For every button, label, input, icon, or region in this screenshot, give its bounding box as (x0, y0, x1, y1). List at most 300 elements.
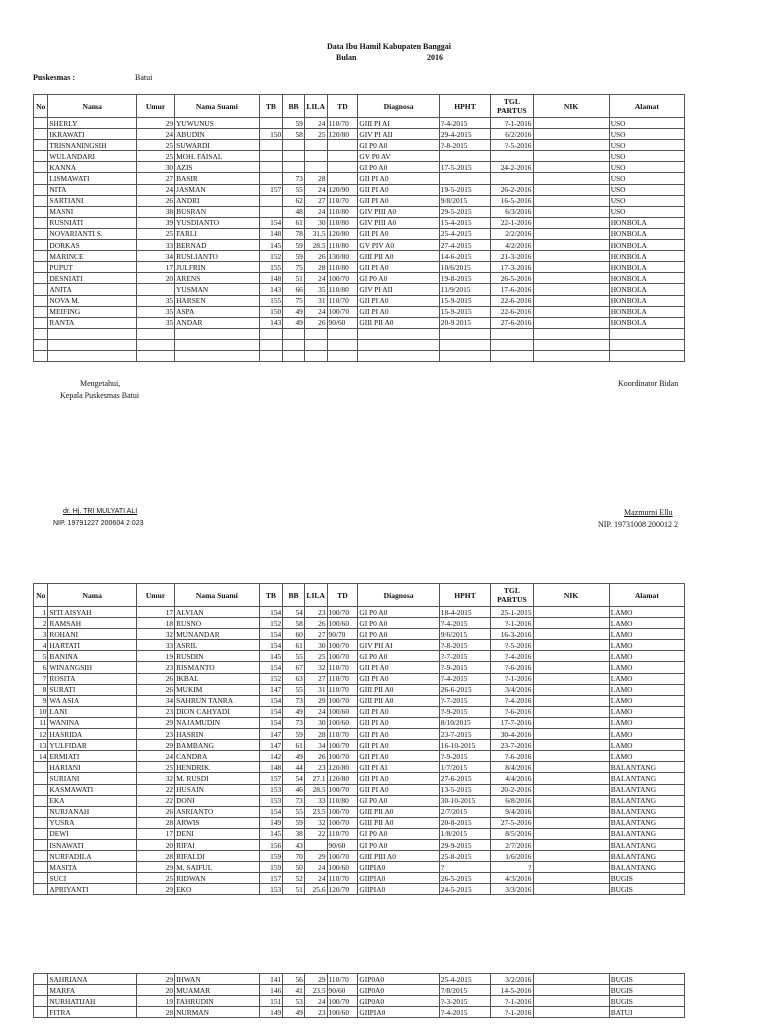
table-row (34, 206, 685, 217)
table-cell: ASRIANTO (175, 806, 259, 817)
table-cell: 35 (136, 306, 174, 317)
column-header: TB (259, 95, 283, 118)
table-cell: 3/4/2016 (491, 684, 533, 695)
table-cell: 100/70 (327, 806, 358, 817)
table-cell: 4/4/2016 (491, 773, 533, 784)
table-cell: 34 (136, 251, 174, 262)
table-row (34, 306, 685, 317)
table-cell (34, 839, 48, 850)
table-cell (34, 173, 48, 184)
table-cell (175, 339, 259, 350)
table-cell: 19 (136, 651, 174, 662)
table-cell: 154 (259, 806, 283, 817)
table-cell: MOH. FAISAL (175, 151, 259, 162)
table-cell: 3/3/2016 (491, 884, 533, 895)
table-cell: HONBOLA (609, 217, 684, 228)
table-cell: BERNAD (175, 240, 259, 251)
table-cell: 2/7/2016 (491, 839, 533, 850)
table-row (34, 762, 685, 773)
table-cell: 147 (259, 684, 283, 695)
table-cell: 110/80 (327, 240, 358, 251)
table-cell (304, 339, 327, 350)
table-cell (34, 284, 48, 295)
table-cell: 130/80 (327, 251, 358, 262)
table-cell: 1/6/2016 (491, 851, 533, 862)
table-cell (491, 350, 533, 361)
table-cell: 25-1-2015 (491, 607, 533, 618)
table-cell: GIP0A0 (358, 996, 439, 1007)
table-cell: 100/70 (327, 851, 358, 862)
table-cell: 154 (259, 217, 283, 228)
table-cell: BALANTANG (609, 773, 684, 784)
table-cell: 32 (136, 629, 174, 640)
table-cell: GII PI A0 (358, 751, 439, 762)
sign-left-name: dr. Hj. TRI MULYATI ALI (63, 508, 138, 515)
table-cell: 100/70 (327, 996, 358, 1007)
table-cell: 26 (304, 317, 327, 328)
table-cell: 3/2/2016 (491, 974, 533, 985)
table-cell: RAMSAH (48, 618, 137, 629)
column-header: TD (327, 95, 358, 118)
table-cell: 15-9-2015 (439, 295, 491, 306)
table-cell: MUKIM (175, 684, 259, 695)
table-cell (259, 328, 283, 339)
table-cell: HONBOLA (609, 228, 684, 239)
table-cell (533, 706, 609, 717)
year-label: 2016 (427, 53, 443, 62)
table-cell: BANINA (48, 651, 137, 662)
table-cell: 143 (259, 284, 283, 295)
table-cell (327, 328, 358, 339)
table-cell: GIII PI AI (358, 118, 439, 129)
table-cell: 14 (34, 751, 48, 762)
table-cell (34, 862, 48, 873)
table-row (34, 618, 685, 629)
table-cell: MUNANDAR (175, 629, 259, 640)
table-cell: GII PI A0 (358, 306, 439, 317)
column-header: BB (283, 95, 305, 118)
table-cell: 59 (283, 729, 305, 740)
table-row (34, 184, 685, 195)
table-cell: NURJANAH (48, 806, 137, 817)
table-cell (533, 873, 609, 884)
table-cell: 22 (304, 828, 327, 839)
table-cell: ?-1-2016 (491, 618, 533, 629)
table-cell: 100/70 (327, 751, 358, 762)
table-cell: EKA (48, 795, 137, 806)
table-row (34, 295, 685, 306)
table-cell: 110/80 (327, 262, 358, 273)
table-cell (34, 851, 48, 862)
table-cell (533, 740, 609, 751)
table-cell (304, 162, 327, 173)
table-cell: 29 (304, 974, 327, 985)
table-cell: LAMO (609, 684, 684, 695)
table-cell (175, 328, 259, 339)
table-cell (34, 773, 48, 784)
table-cell: GII PI A0 (358, 706, 439, 717)
table-cell: 20-8-2015 (439, 817, 491, 828)
table-cell: AZIS (175, 162, 259, 173)
table-cell: BUGIS (609, 996, 684, 1007)
table-cell: GI P0 A0 (358, 828, 439, 839)
table-cell: GV PIV A0 (358, 240, 439, 251)
table-cell: 75 (283, 262, 305, 273)
puskesmas-label: Puskesmas : (33, 73, 76, 82)
table-cell: GIIPIA0 (358, 862, 439, 873)
table-cell: ?-7-2015 (439, 651, 491, 662)
table-cell: 73 (283, 173, 305, 184)
column-header: Umur (136, 95, 174, 118)
table-cell: BALANTANG (609, 806, 684, 817)
table-cell: 26 (136, 195, 174, 206)
table-cell: 29 (136, 118, 174, 129)
table-cell: ?-4-2015 (439, 673, 491, 684)
table-cell (533, 795, 609, 806)
table-cell: ?-1-2016 (491, 996, 533, 1007)
table-cell (136, 328, 174, 339)
table-cell: 20 (136, 273, 174, 284)
table-cell: 20 (136, 839, 174, 850)
table-cell: 43 (283, 839, 305, 850)
table-row (34, 706, 685, 717)
table-cell (48, 328, 137, 339)
table-cell: ?-4-2015 (439, 118, 491, 129)
table-cell: 20 (136, 985, 174, 996)
table-cell: 120/80 (327, 762, 358, 773)
table-cell: 25 (136, 151, 174, 162)
table-cell: 153 (259, 784, 283, 795)
table-cell (327, 151, 358, 162)
column-header: LILA (304, 584, 327, 607)
table-cell: 155 (259, 295, 283, 306)
table-cell: 25-8-2015 (439, 851, 491, 862)
table-cell: USO (609, 195, 684, 206)
table-cell: ANITA (48, 284, 137, 295)
table-cell: BALANTANG (609, 851, 684, 862)
table-cell: KASMAWATI (48, 784, 137, 795)
table-cell: GIP0A0 (358, 985, 439, 996)
table-cell (34, 240, 48, 251)
table-cell: SUWARDI (175, 140, 259, 151)
table-cell: 154 (259, 629, 283, 640)
table-cell: ?-6-2016 (491, 706, 533, 717)
table-row (34, 129, 685, 140)
table-cell: MEIFING (48, 306, 137, 317)
table-cell (136, 350, 174, 361)
table-cell: GII PI A0 (358, 295, 439, 306)
table-cell (358, 350, 439, 361)
table-cell: 19-8-2015 (439, 273, 491, 284)
table-cell: 145 (259, 240, 283, 251)
table-cell: 23 (304, 1007, 327, 1018)
table-cell: 7/8/2015 (439, 985, 491, 996)
table-cell: 159 (259, 851, 283, 862)
table-cell: 8/5/2016 (491, 828, 533, 839)
table-cell (34, 129, 48, 140)
table-cell: 14-6-2015 (439, 251, 491, 262)
sign-left-nip: NIP. 19791227 200604 2 023 (53, 520, 144, 527)
table-cell: 110/70 (327, 974, 358, 985)
table-cell: 24 (304, 184, 327, 195)
puskesmas-value: Batui (135, 73, 153, 82)
table-cell: 30 (136, 162, 174, 173)
table-cell: GIP0A0 (358, 974, 439, 985)
table-cell: 9/6/2015 (439, 629, 491, 640)
table-cell (327, 140, 358, 151)
table-cell (34, 974, 48, 985)
table-row (34, 251, 685, 262)
table-cell: M. SAIFUL (175, 862, 259, 873)
table-cell: ?-5-2016 (491, 640, 533, 651)
table-cell: ?-6-2016 (491, 751, 533, 762)
table-cell (533, 184, 609, 195)
table-cell (491, 328, 533, 339)
table-cell: 24 (304, 306, 327, 317)
table-cell: 29-4-2015 (439, 129, 491, 140)
table-cell: 29 (136, 974, 174, 985)
table-cell: GII PI A0 (358, 784, 439, 795)
table-cell: 100/60 (327, 1007, 358, 1018)
table-cell: ?-9-2015 (439, 751, 491, 762)
table-row (34, 974, 685, 985)
table-cell: BALANTANG (609, 762, 684, 773)
table-cell: GII PI A0 (358, 195, 439, 206)
table-cell: 28 (304, 262, 327, 273)
table-row (34, 262, 685, 273)
table-cell: JASMAN (175, 184, 259, 195)
table-cell: 23-7-2015 (439, 729, 491, 740)
table-cell: 27-4-2015 (439, 240, 491, 251)
table-cell: ?-9-2015 (439, 662, 491, 673)
table-cell (34, 118, 48, 129)
table-cell (533, 118, 609, 129)
table-cell (533, 828, 609, 839)
table-cell: SARTIANI (48, 195, 137, 206)
table-row (34, 651, 685, 662)
table-cell: 55 (283, 184, 305, 195)
table-cell: HONBOLA (609, 295, 684, 306)
table-cell: MASITA (48, 862, 137, 873)
table-cell: 62 (283, 195, 305, 206)
table-cell: 24 (304, 873, 327, 884)
table-cell: GII PI A0 (358, 729, 439, 740)
table-cell: RIDWAN (175, 873, 259, 884)
table-cell: LAMO (609, 607, 684, 618)
sign-right-name: Mazmurni Ellu (624, 508, 673, 517)
table-cell (533, 1007, 609, 1018)
table-cell (34, 317, 48, 328)
table-cell: 8/4/2016 (491, 762, 533, 773)
sign-left-line2: Kepala Puskesmas Batui (60, 391, 140, 400)
table-cell (327, 339, 358, 350)
table-cell (34, 262, 48, 273)
table-cell: 28 (304, 729, 327, 740)
table-cell: GIII PII A0 (358, 695, 439, 706)
table-cell: BALANTANG (609, 795, 684, 806)
table-row (34, 118, 685, 129)
table-cell: HONBOLA (609, 273, 684, 284)
table-cell: SURIANI (48, 773, 137, 784)
table-cell: LANI (48, 706, 137, 717)
table-cell (358, 328, 439, 339)
table-cell: EKO (175, 884, 259, 895)
table-cell: 78 (283, 228, 305, 239)
table-cell: HONBOLA (609, 262, 684, 273)
table-cell: GIV PI AII (358, 129, 439, 140)
table-cell (533, 162, 609, 173)
table-cell: 149 (259, 817, 283, 828)
table-cell: GII PI A0 (358, 717, 439, 728)
table-cell: BALANTANG (609, 784, 684, 795)
table-cell: HENDRIK (175, 762, 259, 773)
table-cell: 55 (283, 684, 305, 695)
table-cell: 13 (34, 740, 48, 751)
table-row (34, 151, 685, 162)
table-cell: 32 (304, 817, 327, 828)
table-cell: 154 (259, 717, 283, 728)
column-header: Nama Suami (175, 95, 259, 118)
table-cell: 157 (259, 873, 283, 884)
table-cell (533, 729, 609, 740)
table-cell: 49 (283, 317, 305, 328)
table-cell (259, 173, 283, 184)
table-cell (491, 339, 533, 350)
table-cell: GI P0 A0 (358, 651, 439, 662)
table-cell: 17 (136, 607, 174, 618)
table-cell: 66 (283, 284, 305, 295)
table-cell: GIII PII A0 (358, 317, 439, 328)
table-cell: BATUI (609, 1007, 684, 1018)
table-cell (34, 350, 48, 361)
table-cell (491, 151, 533, 162)
table-cell (34, 806, 48, 817)
table-cell: SAHRUN TANRA (175, 695, 259, 706)
table-cell: 53 (283, 996, 305, 1007)
table-cell: ?-4-2015 (439, 1007, 491, 1018)
table-cell: 20-9 2015 (439, 317, 491, 328)
table-cell: 120/90 (327, 184, 358, 195)
table-cell: 25-4-2015 (439, 974, 491, 985)
table-cell (34, 140, 48, 151)
column-header: No (34, 584, 48, 607)
table-cell: ?-8-2015 (439, 640, 491, 651)
table-cell: YUSMAN (175, 284, 259, 295)
table-cell (439, 173, 491, 184)
table-cell: HARSEN (175, 295, 259, 306)
table-cell (533, 295, 609, 306)
table-cell: 23-7-2016 (491, 740, 533, 751)
table-cell (533, 695, 609, 706)
table-cell (34, 306, 48, 317)
table-cell: HONBOLA (609, 306, 684, 317)
column-header: TB (259, 584, 283, 607)
table-cell (533, 140, 609, 151)
table-cell: 29 (304, 695, 327, 706)
table-cell (439, 328, 491, 339)
table-cell: 56 (283, 974, 305, 985)
column-header: LILA (304, 95, 327, 118)
table-cell (304, 140, 327, 151)
table-cell: 28 (304, 173, 327, 184)
table-cell: 16-3-2016 (491, 629, 533, 640)
table-cell: 33 (304, 795, 327, 806)
table-cell: ?-4-2016 (491, 651, 533, 662)
table-cell: ANDAR (175, 317, 259, 328)
table-cell: 24-5-2015 (439, 884, 491, 895)
table-cell: 30 (304, 717, 327, 728)
table-cell (34, 884, 48, 895)
column-header: NIK (533, 584, 609, 607)
table-cell (533, 839, 609, 850)
table-cell (34, 228, 48, 239)
table-cell: 30-10-2015 (439, 795, 491, 806)
table-cell: 55 (283, 806, 305, 817)
table-cell (533, 851, 609, 862)
table-cell (283, 151, 305, 162)
table-row (34, 806, 685, 817)
table-cell: 14-5-2016 (491, 985, 533, 996)
table-cell: SITI AISYAH (48, 607, 137, 618)
table-cell: 6/8/2016 (491, 795, 533, 806)
table-cell: 24 (136, 184, 174, 195)
table-cell: 32 (136, 773, 174, 784)
table-cell: 49 (283, 1007, 305, 1018)
table-row (34, 284, 685, 295)
table-cell: LAMO (609, 751, 684, 762)
table-cell: 110/70 (327, 873, 358, 884)
table-cell: 49 (283, 706, 305, 717)
column-header: BB (283, 584, 305, 607)
table-cell (259, 162, 283, 173)
table-cell: 141 (259, 974, 283, 985)
table-cell: 59 (283, 240, 305, 251)
table-cell: ?-6-2016 (491, 662, 533, 673)
table-cell: USO (609, 184, 684, 195)
column-header: Diagnosa (358, 95, 439, 118)
table-cell: 28 (136, 1007, 174, 1018)
table-row (34, 839, 685, 850)
column-header: Umur (136, 584, 174, 607)
table-cell: 6/3/2016 (491, 206, 533, 217)
table-cell: 19 (136, 996, 174, 1007)
table-cell: 1/7/2015 (439, 762, 491, 773)
table-cell: 34 (304, 740, 327, 751)
table-cell: 25 (304, 129, 327, 140)
table-cell: 12 (34, 729, 48, 740)
table-cell: 26-6-2015 (439, 684, 491, 695)
table-cell (533, 350, 609, 361)
column-header: Alamat (609, 95, 684, 118)
table-cell (439, 151, 491, 162)
table-cell: RANTA (48, 317, 137, 328)
table-cell: LAMO (609, 695, 684, 706)
table-cell: 29 (304, 851, 327, 862)
table-pregnant-women-1 (33, 94, 685, 362)
table-cell: HASRIDA (48, 729, 137, 740)
table-cell (34, 217, 48, 228)
table-cell: 31 (304, 295, 327, 306)
table-cell: USO (609, 140, 684, 151)
table-cell: 100/70 (327, 784, 358, 795)
table-cell: 90/70 (327, 629, 358, 640)
table-cell: 110/70 (327, 684, 358, 695)
table-row (34, 629, 685, 640)
table-cell: IHWAN (175, 974, 259, 985)
table-cell: 24 (304, 862, 327, 873)
table-cell (283, 162, 305, 173)
table-cell: USO (609, 173, 684, 184)
